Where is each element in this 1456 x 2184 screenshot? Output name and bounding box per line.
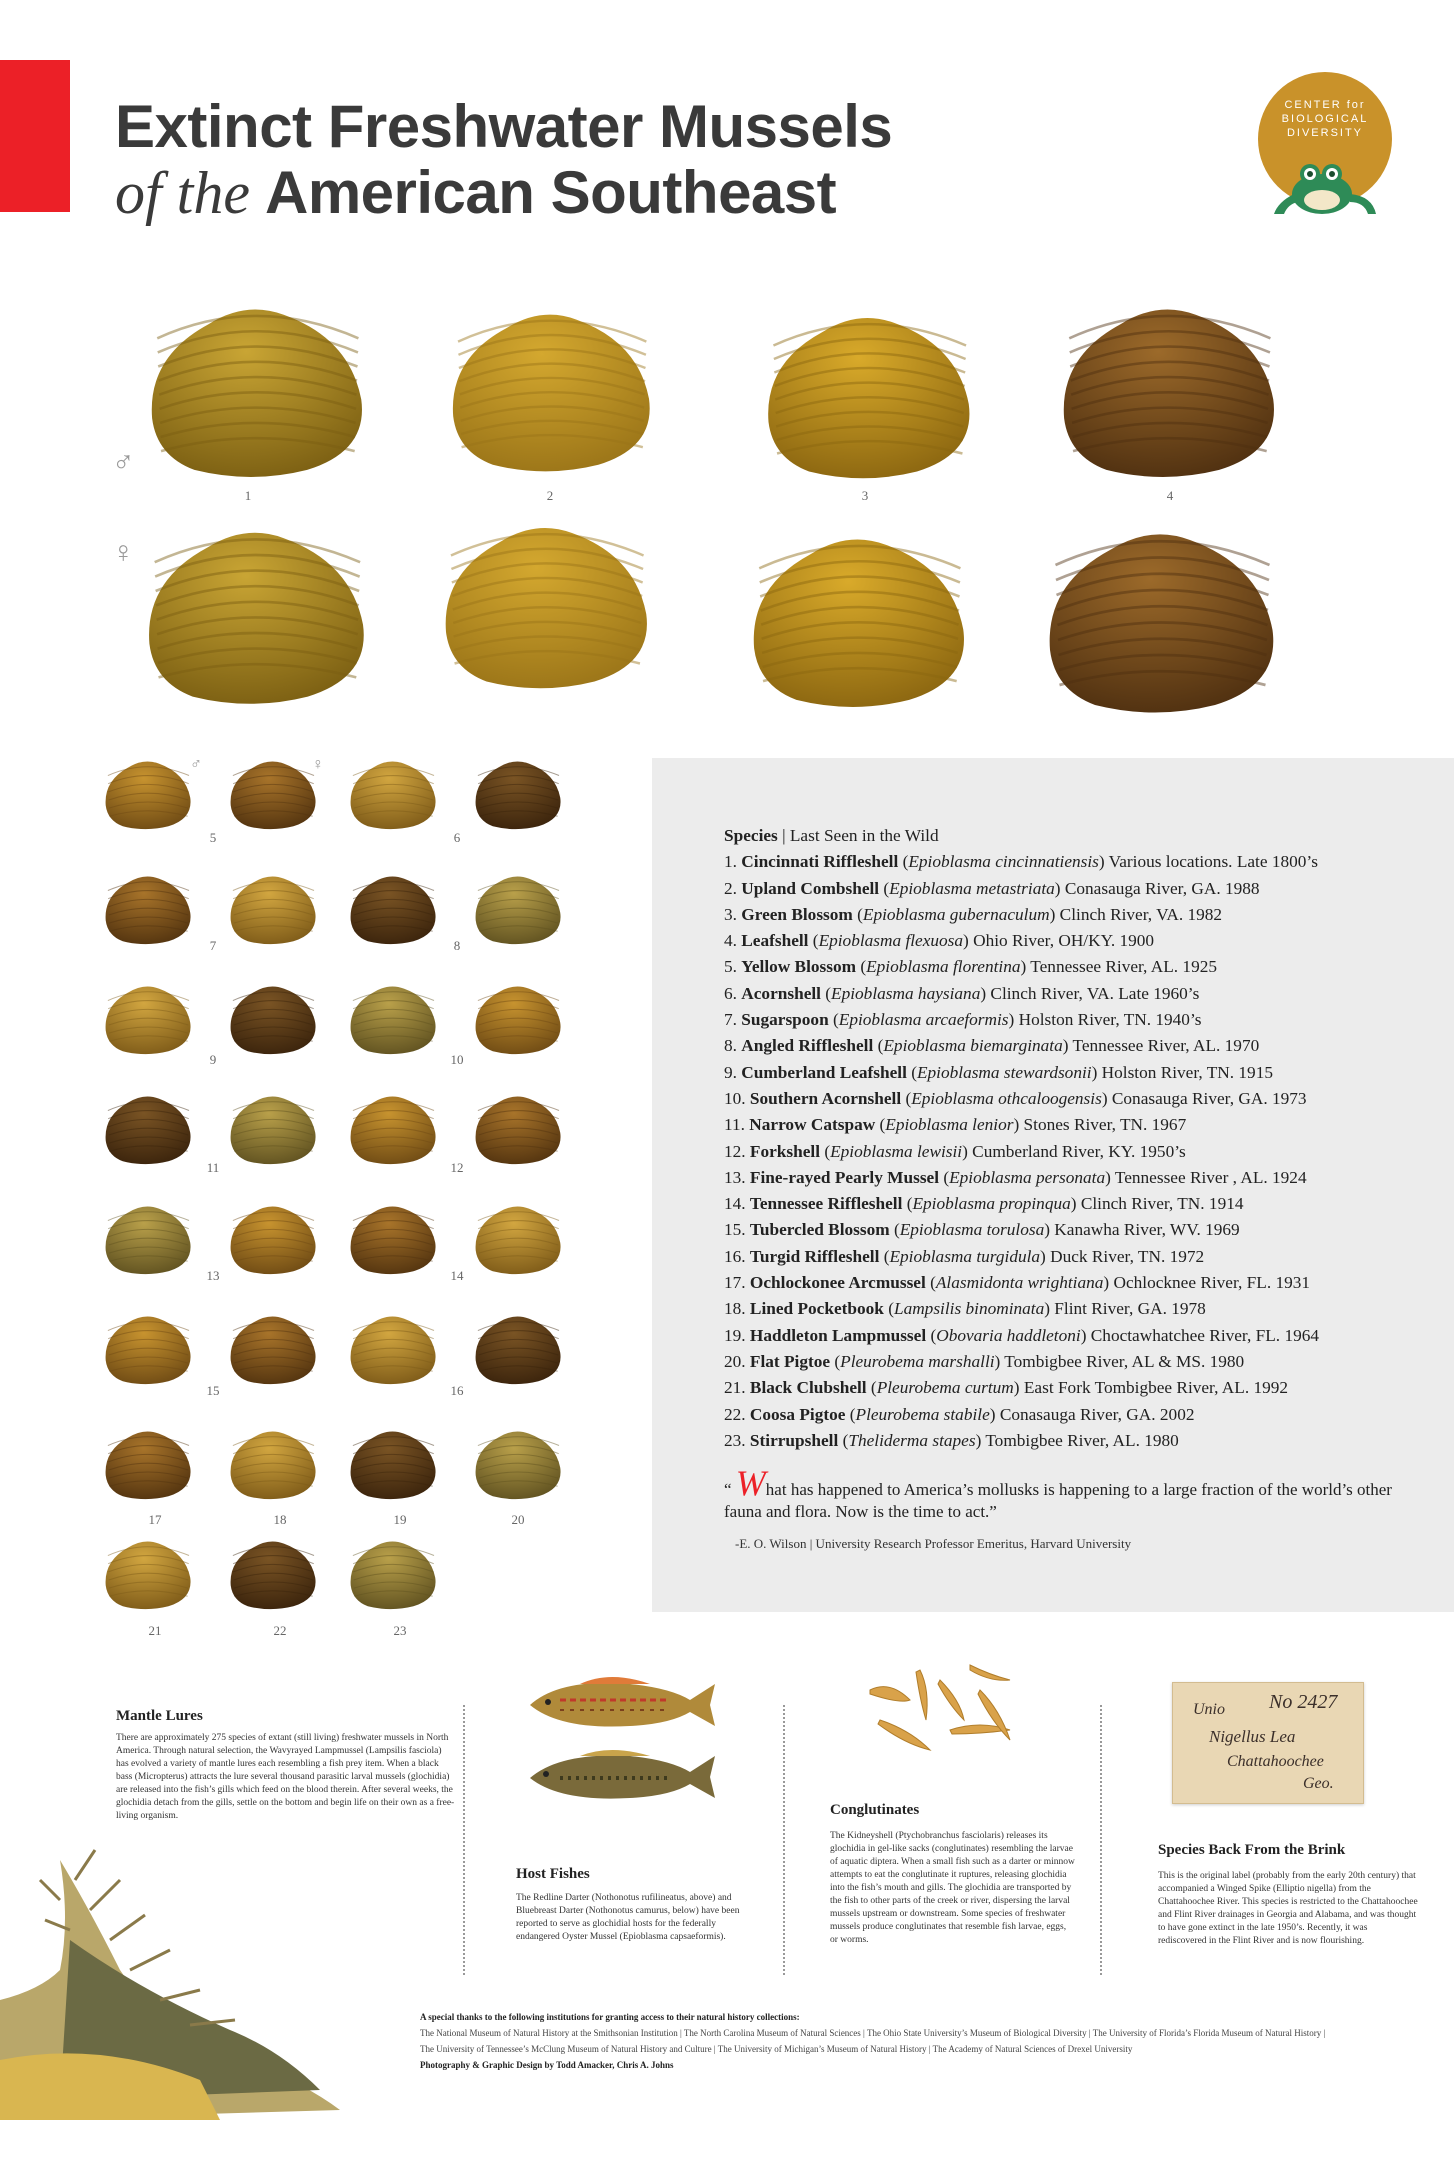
section-divider xyxy=(783,1705,785,1975)
page-title-line1: Extinct Freshwater Mussels xyxy=(115,93,893,160)
shell-photo xyxy=(1035,515,1285,725)
shell-photo xyxy=(740,520,975,720)
species-row: 6. Acornshell (Epioblasma haysiana) Clinch River, VA. Late 1960’s xyxy=(724,983,1200,1003)
species-row: 15. Tubercled Blossom (Epioblasma torulosa) Kanawha River, WV. 1969 xyxy=(724,1220,1240,1240)
shell-photo-small xyxy=(100,870,195,948)
shell-photo-small xyxy=(345,1090,440,1168)
quote-initial: W xyxy=(735,1463,766,1503)
shell-photo xyxy=(135,515,375,715)
bluebreast-darter-image xyxy=(520,1740,720,1815)
species-list xyxy=(724,823,1319,1454)
shell-photo-small xyxy=(470,1425,565,1503)
redline-darter-image xyxy=(520,1670,720,1745)
acknowledgements xyxy=(420,2009,1400,2073)
shell-photo-small xyxy=(470,755,565,833)
species-row: 17. Ochlockonee Arcmussel (Alasmidonta wrightiana) Ochlocknee River, FL. 1931 xyxy=(724,1273,1311,1293)
shell-photo-small xyxy=(225,1425,320,1503)
species-row: 13. Fine-rayed Pearly Mussel (Epioblasma personata) Tennessee River , AL. 1924 xyxy=(724,1167,1307,1187)
back-from-brink-title: Species Back From the Brink xyxy=(1158,1842,1346,1858)
shell-photo-small xyxy=(225,1200,320,1278)
female-symbol-small: ♀ xyxy=(312,756,324,773)
shell-photo-small xyxy=(100,1200,195,1278)
logo-text: CENTER for BIOLOGICAL DIVERSITY xyxy=(1281,99,1369,139)
quote-attribution: -E. O. Wilson | University Research Professor Emeritus, Harvard University xyxy=(735,1536,1132,1551)
mantle-lures-title: Mantle Lures xyxy=(116,1708,203,1724)
shell-photo xyxy=(430,515,660,695)
frog-icon xyxy=(1272,152,1392,227)
shell-number-small: 13 xyxy=(206,1268,220,1283)
host-fishes-body: The Redline Darter (Nothonotus rufilineatus, above) and Bluebreast Darter (Nothonotus camurus, below) have been reported to serve as glochidial hosts for the federally endangered Oyster Mussel (Epioblasma capsaeformis). xyxy=(516,1893,740,1942)
mantle-lures-body: There are approximately 275 species of extant (still living) freshwater mussels in North America. Through natural selection, the Wavyrayed Lampmussel (Lampsilis fasciola) has evolved a variety of mantle lures each resembling a fish prey item. When a black bass (Micropterus) attracts the lure several thousand parasitic larval mussels (glochidia) are released into the fish’s gills which feed on the blood therein. After several weeks, the glochidia detach from the gills, settle on the bottom and begin life on their own as a free-living organism. xyxy=(116,1733,455,1821)
shell-photo-small xyxy=(470,870,565,948)
acknowledgements-heading: A special thanks to the following institutions for granting access to their natural history collections: xyxy=(420,2012,800,2022)
species-row: 2. Upland Combshell (Epioblasma metastriata) Conasauga River, GA. 1988 xyxy=(724,878,1260,898)
shell-number-small: 23 xyxy=(393,1623,407,1638)
shell-number-small: 12 xyxy=(450,1160,464,1175)
shell-number-small: 6 xyxy=(453,830,461,845)
shell-number: 1 xyxy=(244,488,252,503)
shell-number-small: 19 xyxy=(393,1512,407,1527)
shell-number-small: 8 xyxy=(453,938,461,953)
shell-photo-small xyxy=(470,980,565,1058)
species-row: 23. Stirrupshell (Theliderma stapes) Tombigbee River, AL. 1980 xyxy=(724,1430,1179,1450)
shell-number: 4 xyxy=(1166,488,1174,503)
species-row: 10. Southern Acornshell (Epioblasma othcaloogensis) Conasauga River, GA. 1973 xyxy=(724,1088,1307,1108)
shell-photo-small xyxy=(225,1310,320,1388)
acknowledgements-line1: The National Museum of Natural History at the Smithsonian Institution | The North Carolina Museum of Natural Sciences | The Ohio State University’s Museum of Biological Diversity | The University of Florida’s Florida Museum of Natural History | xyxy=(420,2028,1326,2038)
page-title-line2 xyxy=(115,158,836,228)
section-divider xyxy=(463,1705,465,1975)
species-row: 16. Turgid Riffleshell (Epioblasma turgidula) Duck River, TN. 1972 xyxy=(724,1246,1205,1266)
species-row: 21. Black Clubshell (Pleurobema curtum) East Fork Tombigbee River, AL. 1992 xyxy=(724,1378,1289,1398)
section-divider xyxy=(1100,1705,1102,1975)
shell-number-small: 21 xyxy=(148,1623,162,1638)
shell-photo-small xyxy=(345,980,440,1058)
female-symbol: ♀ xyxy=(112,536,135,569)
species-row: 22. Coosa Pigtoe (Pleurobema stabile) Conasauga River, GA. 2002 xyxy=(724,1404,1195,1424)
conglutinates-body: The Kidneyshell (Ptychobranchus fasciolaris) releases its glochidia in gel-like sacks (conglutinates) resembling the larvae of aquatic diptera. When a small fish such as a darter or minnow attempts to eat the conglutinate it ruptures, releasing glochidia into the fish’s mouth and gills. The glochidia are transported by the fish to other parts of the creek or river, dispersing the larval mussels upstream or downstream. Some species of freshwater mussels produce conglutinates that resemble fish larvae, eggs, or worms. xyxy=(830,1831,1075,1945)
wilson-quote: “ What has happened to America’s mollusks is happening to a large fraction of the world’s other fauna and flora. Now is the time to act.” xyxy=(724,1463,1392,1521)
species-row: 7. Sugarspoon (Epioblasma arcaeformis) Holston River, TN. 1940’s xyxy=(724,1010,1202,1030)
species-row: 18. Lined Pocketbook (Lampsilis binominata) Flint River, GA. 1978 xyxy=(724,1299,1206,1319)
species-row: 8. Angled Riffleshell (Epioblasma biemarginata) Tennessee River, AL. 1970 xyxy=(724,1036,1260,1056)
shell-photo-small xyxy=(225,980,320,1058)
shell-photo-small xyxy=(100,1090,195,1168)
shell-photo-small xyxy=(100,755,195,833)
shell-photo-small xyxy=(225,870,320,948)
mantle-lure-photo xyxy=(0,1820,360,2125)
shell-photo-small xyxy=(345,1200,440,1278)
shell-number-small: 20 xyxy=(511,1512,525,1527)
shell-number-small: 18 xyxy=(273,1512,287,1527)
shell-number-small: 22 xyxy=(273,1623,287,1638)
shell-number-small: 11 xyxy=(206,1160,220,1175)
shell-photo xyxy=(1050,290,1285,490)
shell-photo xyxy=(755,300,980,490)
species-row: 19. Haddleton Lampmussel (Obovaria haddletoni) Choctawhatchee River, FL. 1964 xyxy=(724,1325,1320,1345)
shell-number-small: 14 xyxy=(450,1268,464,1283)
photo-credit: Photography & Graphic Design by Todd Amacker, Chris A. Johns xyxy=(420,2060,674,2070)
shell-photo-small xyxy=(470,1310,565,1388)
species-row: 4. Leafshell (Epioblasma flexuosa) Ohio River, OH/KY. 1900 xyxy=(724,931,1155,951)
shell-number-small: 10 xyxy=(450,1052,464,1067)
shell-photo-small xyxy=(345,1310,440,1388)
shell-number-small: 15 xyxy=(206,1383,220,1398)
species-row: 5. Yellow Blossom (Epioblasma florentina) Tennessee River, AL. 1925 xyxy=(724,957,1217,977)
shell-photo-small xyxy=(345,1535,440,1613)
shell-photo-small xyxy=(345,870,440,948)
shell-number-small: 7 xyxy=(209,938,217,953)
shell-photo-small xyxy=(345,1425,440,1503)
shell-number-small: 16 xyxy=(450,1383,464,1398)
conglutinates-title: Conglutinates xyxy=(830,1802,920,1818)
species-list-header: Species | Last Seen in the Wild xyxy=(724,826,939,845)
shell-photo-small xyxy=(225,1090,320,1168)
accent-bar xyxy=(0,60,70,212)
species-row: 11. Narrow Catspaw (Epioblasma lenior) Stones River, TN. 1967 xyxy=(724,1115,1187,1135)
museum-label-image: Unio No 2427 Nigellus Lea Chattahoochee Geo. xyxy=(1172,1682,1364,1804)
conglutinates-image xyxy=(860,1660,1030,1775)
male-symbol-small: ♂ xyxy=(190,756,202,773)
shell-photo xyxy=(138,290,373,490)
species-row: 14. Tennessee Riffleshell (Epioblasma propinqua) Clinch River, TN. 1914 xyxy=(724,1194,1244,1214)
species-row: 1. Cincinnati Riffleshell (Epioblasma cincinnatiensis) Various locations. Late 1800’s xyxy=(724,852,1318,872)
species-row: 12. Forkshell (Epioblasma lewisii) Cumberland River, KY. 1950’s xyxy=(724,1141,1186,1161)
male-symbol: ♂ xyxy=(112,446,135,479)
shell-photo-small xyxy=(470,1200,565,1278)
shell-photo-small xyxy=(100,1425,195,1503)
acknowledgements-line2: The University of Tennessee’s McClung Museum of Natural History and Culture | The University of Michigan’s Museum of Natural History | The Academy of Natural Sciences of Drexel University xyxy=(420,2044,1133,2054)
shell-photo-small xyxy=(345,755,440,833)
shell-photo xyxy=(440,300,660,480)
shell-photo-small xyxy=(470,1090,565,1168)
shell-photo-small xyxy=(225,755,320,833)
shell-photo-small xyxy=(100,1310,195,1388)
shell-photo-small xyxy=(225,1535,320,1613)
species-row: 20. Flat Pigtoe (Pleurobema marshalli) Tombigbee River, AL & MS. 1980 xyxy=(724,1351,1245,1371)
shell-number-small: 17 xyxy=(148,1512,162,1527)
shell-number: 3 xyxy=(861,488,869,503)
host-fishes-title: Host Fishes xyxy=(516,1866,590,1882)
shell-number: 2 xyxy=(546,488,554,503)
species-row: 3. Green Blossom (Epioblasma gubernaculum) Clinch River, VA. 1982 xyxy=(724,904,1223,924)
title-prefix: of the xyxy=(115,160,250,226)
title-main: American Southeast xyxy=(264,159,837,226)
shell-photo-small xyxy=(100,980,195,1058)
shell-photo-small xyxy=(100,1535,195,1613)
shell-number-small: 5 xyxy=(209,830,217,845)
shell-number-small: 9 xyxy=(209,1052,217,1067)
back-from-brink-body: This is the original label (probably from the early 20th century) that accompanied a Winged Spike (Elliptio nigella) from the Chattahoochee River. This species is restricted to the Chattahoochee and Flint River drainages in Georgia and Alabama, and was thought to have gone extinct in the late 1950’s. Recently, it was rediscovered in the Flint River and is now flourishing. xyxy=(1158,1871,1418,1946)
species-row: 9. Cumberland Leafshell (Epioblasma stewardsonii) Holston River, TN. 1915 xyxy=(724,1062,1273,1082)
